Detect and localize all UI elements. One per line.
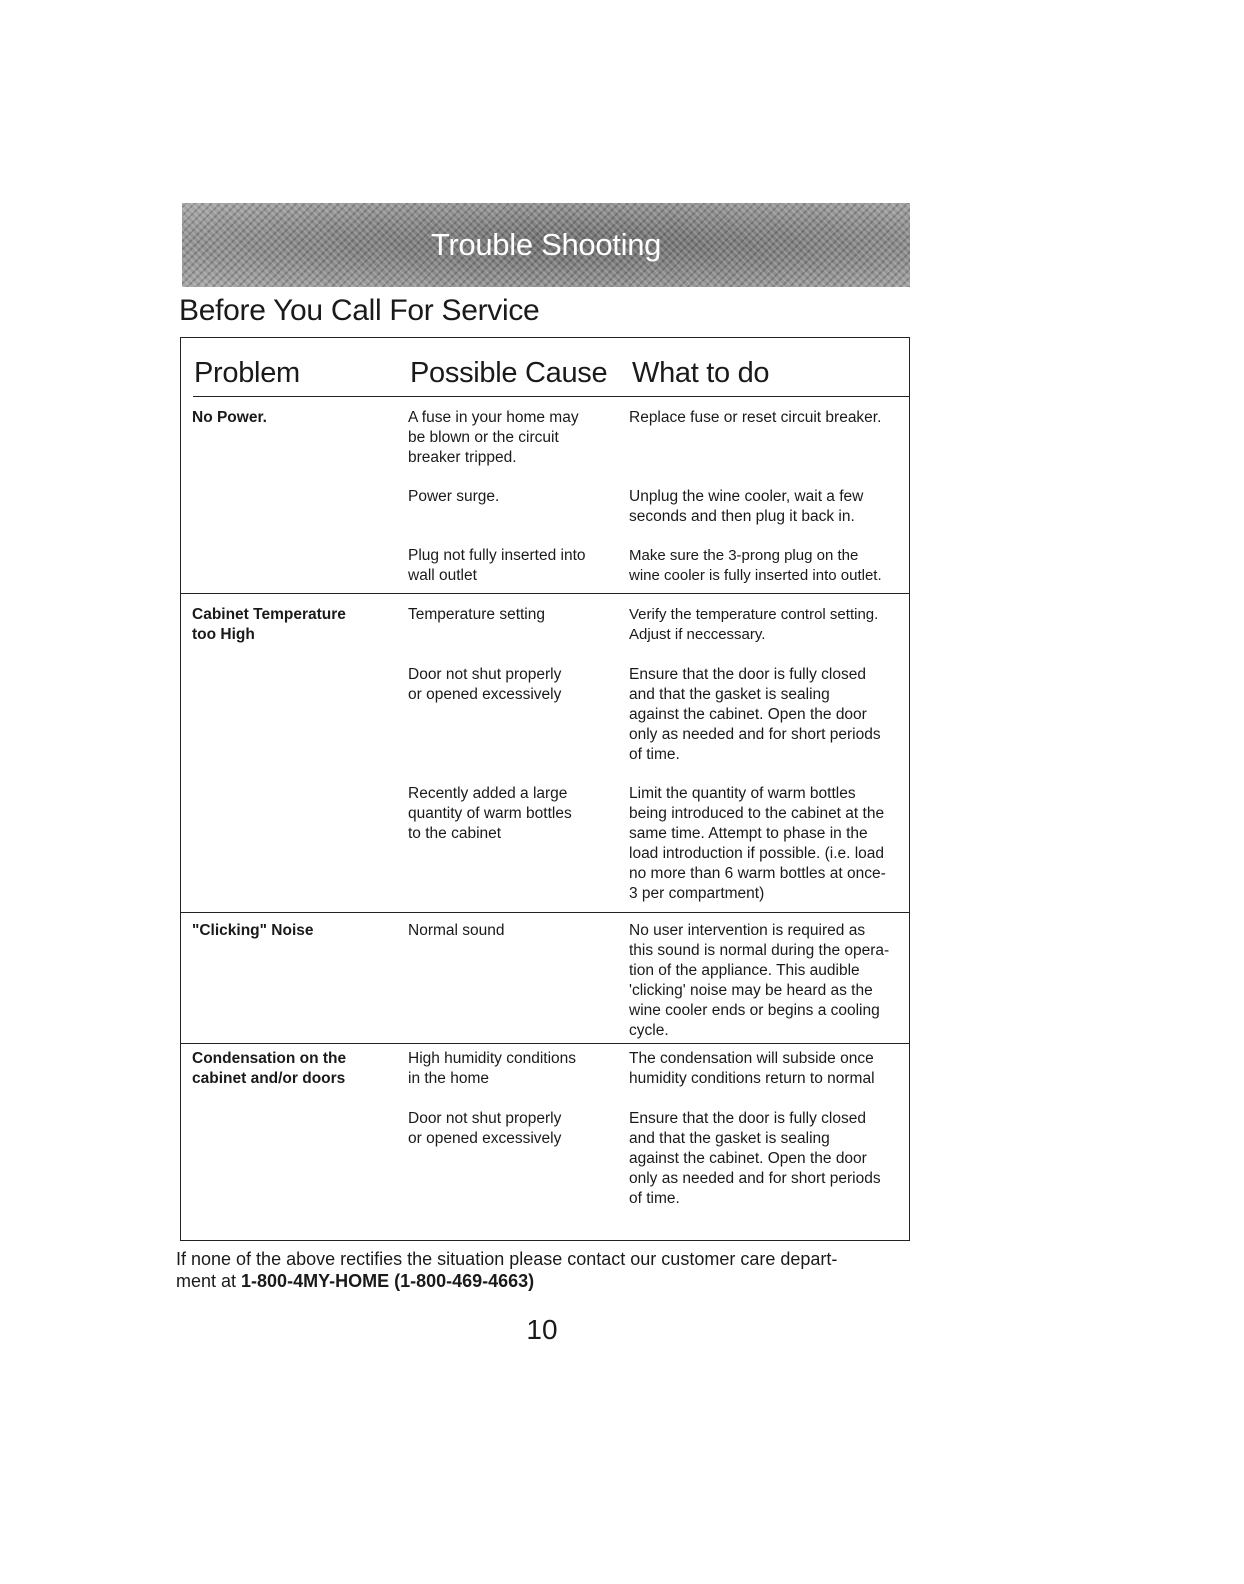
section-title: Trouble Shooting (430, 227, 662, 262)
todo-cell: Unplug the wine cooler, wait a few seconds and then plug it back in. (629, 488, 864, 525)
cause-cell: Door not shut properly or opened excessively (408, 666, 562, 703)
cause-cell: High humidity conditions in the home (408, 1050, 577, 1087)
todo-cell: Make sure the 3-prong plug on the wine cooler is fully inserted into outlet. (629, 547, 882, 584)
row-divider (180, 1043, 910, 1044)
todo-cell: The condensation will subside once humidity conditions return to normal (629, 1050, 875, 1087)
row-divider (180, 912, 910, 913)
header-possible-cause: Possible Cause (410, 357, 608, 389)
header-divider (193, 396, 909, 397)
footer-text: If none of the above rectifies the situation please contact our customer care depart- ment at (176, 1249, 838, 1291)
cause-cell: Normal sound (408, 922, 505, 939)
page-subtitle: Before You Call For Service (179, 294, 540, 327)
cause-cell: Temperature setting (408, 606, 545, 623)
todo-cell: Replace fuse or reset circuit breaker. (629, 409, 882, 426)
todo-cell: No user intervention is required as this sound is normal during the opera- tion of the appliance. This audible 'clicking' noise may be heard as the wine cooler ends or begins a cooling cycle. (629, 922, 890, 1039)
section-banner (182, 203, 910, 287)
todo-cell: Ensure that the door is fully closed and that the gasket is sealing against the cabinet. Open the door only as needed and for short periods of time. (629, 666, 881, 763)
page-number: 10 (526, 1314, 558, 1345)
cause-cell: Door not shut properly or opened excessively (408, 1110, 562, 1147)
header-what-to-do: What to do (632, 357, 770, 389)
todo-cell: Ensure that the door is fully closed and that the gasket is sealing against the cabinet. Open the door only as needed and for short periods of time. (629, 1110, 881, 1207)
problem-cell: No Power. (192, 409, 267, 426)
cause-cell: Power surge. (408, 488, 500, 505)
todo-cell: Limit the quantity of warm bottles being introduced to the cabinet at the same time. Attempt to phase in the load introduction if possible. (i.e. load no more than 6 warm bottles at once- 3 per compartment) (629, 785, 886, 902)
cause-cell: Recently added a large quantity of warm bottles to the cabinet (408, 785, 572, 842)
cause-cell: Plug not fully inserted into wall outlet (408, 547, 586, 584)
problem-cell: "Clicking" Noise (192, 922, 314, 939)
problem-cell: Cabinet Temperature too High (192, 606, 346, 643)
footer-note (176, 1248, 837, 1292)
cause-cell: A fuse in your home may be blown or the circuit breaker tripped. (408, 409, 579, 466)
problem-cell: Condensation on the cabinet and/or doors (192, 1050, 347, 1087)
header-problem: Problem (194, 357, 300, 389)
customer-care-phone: 1-800-4MY-HOME (1-800-469-4663) (241, 1271, 535, 1291)
row-divider (180, 593, 910, 594)
todo-cell: Verify the temperature control setting. Adjust if neccessary. (629, 606, 879, 643)
